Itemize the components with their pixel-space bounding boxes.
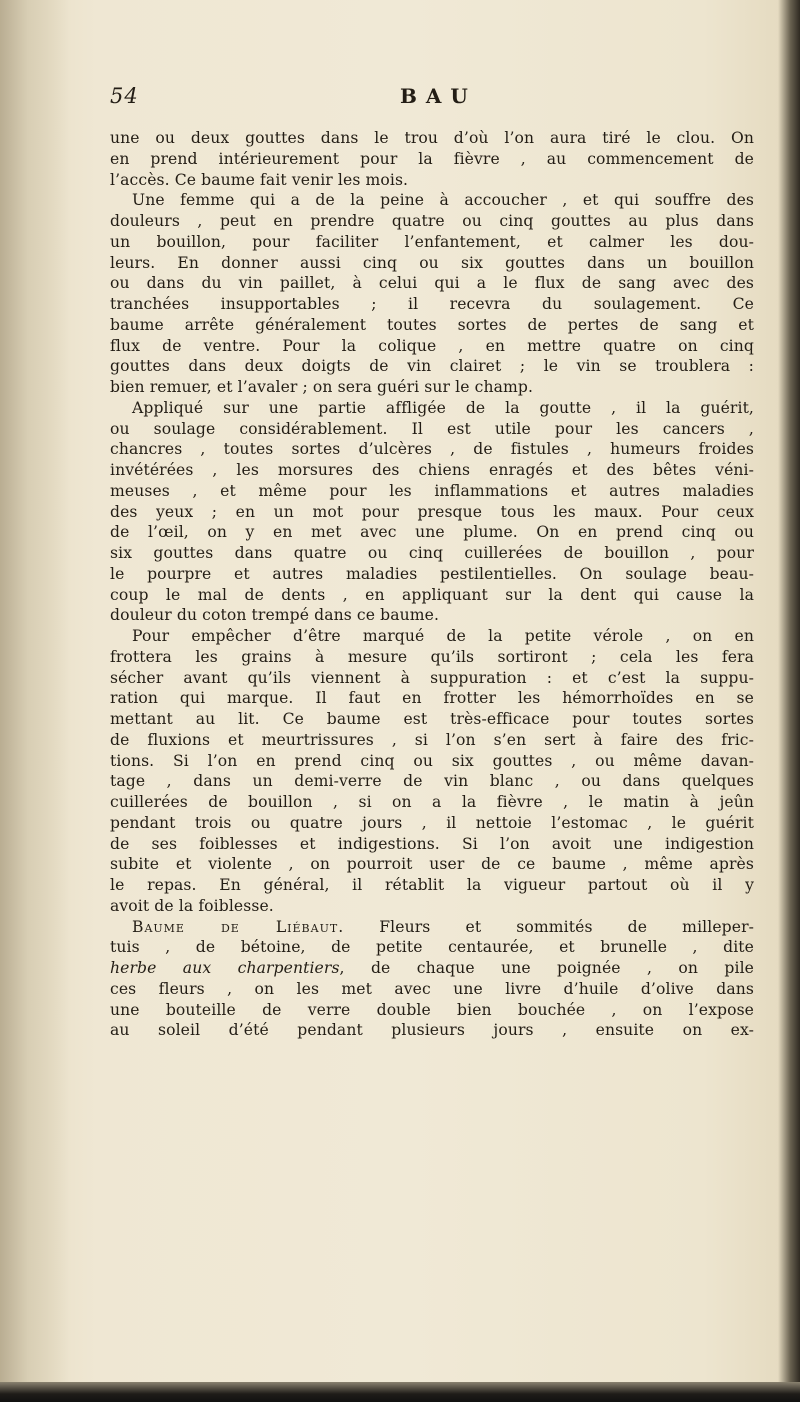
text-line: chancres , toutes sortes d’ulcères , de fistules , humeurs froides [110, 440, 754, 459]
page-number: 54 [110, 84, 139, 108]
text-line: ou dans du vin paillet, à celui qui a le flux de sang avec des [110, 274, 754, 293]
entry-first-line [110, 917, 754, 938]
text-line: flux de ventre. Pour la colique , en mettre quatre on cinq [110, 336, 754, 355]
text-line: l’accès. Ce baume fait venir les mois. [110, 170, 409, 189]
page-edge [778, 0, 800, 1402]
text-line: cuillerées de bouillon , si on a la fièvre , le matin à jeûn [110, 793, 754, 811]
text-line: de ses foiblesses et indigestions. Si l’on avoit une indigestion [110, 834, 754, 853]
text-line: un bouillon, pour faciliter l’enfantement, et calmer les dou- [110, 232, 754, 251]
text-line: tuis , de bétoine, de petite centaurée, et brunelle , dite [110, 938, 754, 957]
text-line: le repas. En général, il rétablit la vigueur partout où il y [110, 876, 754, 894]
text-line: tranchées insupportables ; il recevra du soulagement. Ce [110, 295, 754, 313]
text-line: ces fleurs , on les met avec une livre d’huile d’olive dans [110, 979, 754, 998]
gutter-shadow [0, 0, 70, 1402]
text-line: subite et violente , on pourroit user de ce baume , même après [110, 855, 754, 874]
text-line: baume arrête généralement toutes sortes de pertes de sang et [110, 315, 754, 334]
scan-bottom-edge [0, 1382, 800, 1402]
text-line: mettant au lit. Ce baume est très-efficace pour toutes sortes [110, 710, 754, 728]
italic-term: herbe aux charpentiers [110, 959, 340, 977]
text-line: en prend intérieurement pour la fièvre , au commencement de [110, 149, 754, 168]
text-line: six gouttes dans quatre ou cinq cuillerées de bouillon , pour [110, 544, 754, 562]
text-line: invétérées , les morsures des chiens enragés et des bêtes véni- [110, 461, 754, 479]
text-line: frottera les grains à mesure qu’ils sortiront ; cela les fera [110, 647, 754, 666]
text-line: gouttes dans deux doigts de vin clairet ; le vin se troublera : [110, 357, 754, 376]
running-head: BAU [400, 84, 477, 108]
page-header [100, 84, 660, 114]
text-line: leurs. En donner aussi cinq ou six gouttes dans un bouillon [110, 253, 754, 272]
text-line: pendant trois ou quatre jours , il nettoie l’estomac , le guérit [110, 813, 754, 832]
entry-text: Fleurs et sommités de milleper- [379, 917, 754, 936]
entry-heading: Baume de Liébaut. [132, 917, 345, 936]
text-line: Une femme qui a de la peine à accoucher , et qui souffre des [132, 191, 754, 210]
text-line: au soleil d’été pendant plusieurs jours , ensuite on ex- [110, 1021, 754, 1040]
text-line: de fluxions et meurtrissures , si l’on s’en sert à faire des fric- [110, 730, 754, 749]
entry-text: , de chaque une poignée , on pile [339, 959, 755, 977]
text-line: meuses , et même pour les inflammations et autres maladies [110, 481, 754, 500]
text-line: des yeux ; en un mot pour presque tous les maux. Pour ceux [110, 502, 754, 521]
text-line: ou soulage considérablement. Il est utile pour les cancers , [110, 419, 754, 438]
text-line: bien remuer, et l’avaler ; on sera guéri sur le champ. [110, 378, 534, 396]
text-line: tage , dans un demi-verre de vin blanc , ou dans quelques [110, 772, 754, 791]
text-line: douleurs , peut en prendre quatre ou cinq gouttes au plus dans [110, 212, 754, 230]
text-line: Appliqué sur une partie affligée de la goutte , il la guérit, [132, 398, 754, 417]
text-line: Pour empêcher d’être marqué de la petite vérole , on en [132, 627, 754, 645]
text-line: le pourpre et autres maladies pestilentielles. On soulage beau- [110, 564, 754, 583]
entry-line-with-italic [110, 958, 754, 979]
body-text [110, 128, 754, 1041]
text-line: avoit de la foiblesse. [110, 896, 274, 915]
text-line: ration qui marque. Il faut en frotter les hémorrhoïdes en se [110, 689, 754, 708]
text-line: douleur du coton trempé dans ce baume. [110, 606, 440, 625]
text-line: sécher avant qu’ils viennent à suppuration : et c’est la suppu- [110, 668, 754, 687]
text-line: coup le mal de dents , en appliquant sur la dent qui cause la [110, 585, 754, 604]
text-line: tions. Si l’on en prend cinq ou six gouttes , ou même davan- [110, 751, 754, 770]
text-line: une ou deux gouttes dans le trou d’où l’on aura tiré le clou. On [110, 129, 754, 147]
text-line: une bouteille de verre double bien bouchée , on l’expose [110, 1000, 754, 1019]
text-line: de l’œil, on y en met avec une plume. On en prend cinq ou [110, 523, 754, 542]
